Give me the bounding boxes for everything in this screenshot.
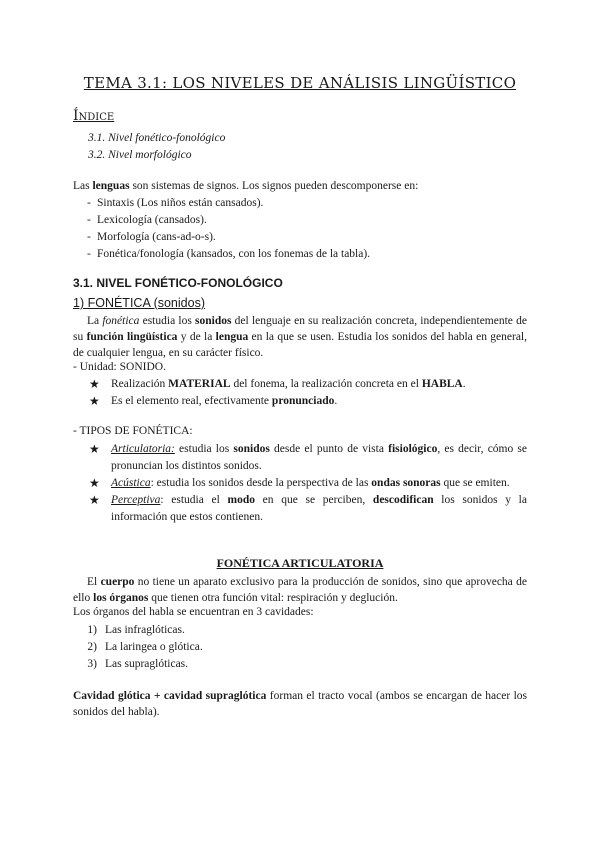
section-heading: 3.1. NIVEL FONÉTICO-FONOLÓGICO [73, 276, 283, 290]
fonetica-paragraph: La fonética estudia los sonidos del lenguaje en su realización concreta, independientemente de su función lingüística y de la lengua en la que se usen. Estudia los sonidos del habla en general, de cualquier lengua, en su carácter físico. [73, 315, 527, 359]
tipos-list [73, 441, 527, 526]
tipos-label: - TIPOS DE FONÉTICA: [73, 425, 193, 437]
list-item: - Lexicología (cansados). [73, 212, 533, 229]
list-item: ★ Es el elemento real, efectivamente pronunciado. [89, 394, 338, 408]
index-item: 3.2. Nivel morfológico [88, 149, 192, 161]
unidad-label: - Unidad: SONIDO. [73, 361, 166, 373]
list-item: ★ Articulatoria: estudia los sonidos desde el punto de vista fisiológico, es decir, cómo se pronuncian los distintos sonidos. [89, 442, 527, 472]
list-item: ★ Acústica: estudia los sonidos desde la perspectiva de las ondas sonoras que se emiten. [89, 476, 510, 490]
list-item: - Fonética/fonología (kansados, con los fonemas de la tabla). [73, 246, 533, 263]
list-item: - Morfología (cans-ad-o-s). [73, 229, 533, 246]
star-icon: ★ [89, 442, 100, 456]
index-item: 3.1. Nivel fonético-fonológico [88, 132, 226, 144]
star-icon: ★ [89, 493, 100, 507]
list-item: - Sintaxis (Los niños están cansados). [73, 195, 533, 212]
list-item: 2) La laringea o glótica. [87, 641, 203, 653]
cavidades-list [73, 622, 203, 673]
star-icon: ★ [89, 394, 100, 408]
articulatoria-heading: FONÉTICA ARTICULATORIA [216, 556, 384, 570]
list-item: ★ Realización MATERIAL del fonema, la realización concreta en el HABLA. [89, 377, 466, 391]
articulatoria-paragraph: El cuerpo no tiene un aparato exclusivo para la producción de sonidos, sino que aprovecha de ello los órganos que tienen otra función vital: respiración y deglución. [73, 576, 527, 604]
cavidades-intro: Los órganos del habla se encuentran en 3 cavidades: [73, 606, 314, 618]
tracto-vocal-paragraph: Cavidad glótica + cavidad supraglótica forman el tracto vocal (ambos se encargan de hacer los sonidos del habla). [73, 690, 527, 718]
index-heading: Índice [73, 108, 115, 124]
list-item: 3) Las supraglóticas. [87, 658, 189, 670]
index-list [88, 130, 225, 164]
unidad-list [73, 376, 533, 410]
intro-block [73, 178, 533, 263]
list-item: 1) Las infraglóticas. [87, 624, 185, 636]
star-icon: ★ [89, 377, 100, 391]
intro-paragraph: Las lenguas son sistemas de signos. Los signos pueden descomponerse en: [73, 180, 419, 192]
subsection-heading: 1) FONÉTICA (sonidos) [73, 296, 205, 310]
intro-list [73, 195, 533, 263]
document-title: TEMA 3.1: LOS NIVELES DE ANÁLISIS LINGÜÍSTICO [83, 74, 517, 92]
list-item: ★ Perceptiva: estudia el modo en que se perciben, descodifican los sonidos y la información que estos contienen. [89, 493, 527, 523]
star-icon: ★ [89, 476, 100, 490]
